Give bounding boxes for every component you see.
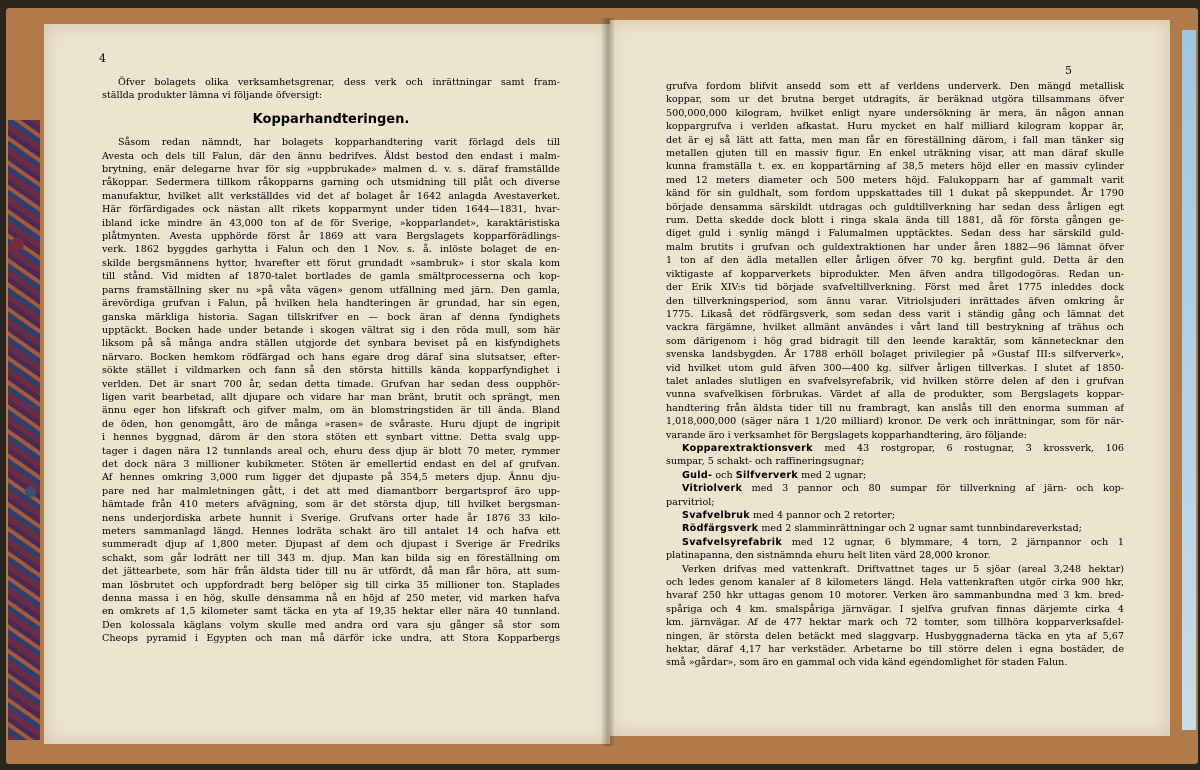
works-list-item-name: Kopparextraktionsverk [682,442,813,454]
works-list-item-text: med 3 pannor och 80 sumpar för tillverkning af järn- och kop- [742,483,1124,495]
text-line: ganska märkliga historia. Sagan tillskrifver en — bock äran af denna fyndighets [102,311,560,323]
text-line: 1 ton af den ädla metallen eller årligen öfver 70 kg. bergfint guld. Detta är den [666,255,1124,267]
works-list-item-text: med 2 slamminrättningar och 2 ugnar samt tunnbindareverkstad; [758,523,1082,535]
text-line: sökte stället i vildmarken och fann så den största hittills kända kopparfyndighet i [102,365,560,377]
works-list-item-text: med 43 rostgropar, 6 rostugnar, 3 krossverk, 106 [812,442,1124,454]
works-list-item-text: med 12 ugnar, 6 blymmare, 4 torn, 2 järnpannor och 1 [782,536,1124,548]
left-body-text [102,136,560,645]
text-line: som därigenom i hög grad bidragit till den leende karaktär, som kännetecknar den [666,335,1124,347]
text-line: spåriga och 4 km. smalspåriga järnvägar. I sjelfva grufvan finnas därjemte cirka 4 [666,603,1124,615]
right-body-text [666,80,1124,442]
works-list-item-text: med 4 pannor och 2 retorter; [749,510,896,521]
works-list-item-text: med 2 ugnar; [798,469,867,481]
left-text-block [102,76,560,646]
works-list-item-name: Vitriolverk [682,483,743,495]
text-line: hektar, däraf 4,17 har verkstäder. Arbetarne bo till större delen i egna bostäder, de [666,644,1124,656]
text-line: den tillverkningsperiod, som ännu varar. Vitriolsjuderi inrättades äfven omkring år [666,295,1124,307]
works-list-item-text: och [712,469,736,481]
text-line: 1,018,000,000 (säger nära 1 1/20 milliard) kronor. De verk och inrättningar, som för när- [666,416,1124,428]
text-line: talet anlades slutligen en svafvelsyrefabrik, vid hvilken större delen af den i grufvan [666,375,1124,387]
text-line: började densamma särskildt utdragas och guldtillverkning har sedan dess årligen egt [666,201,1124,213]
text-line: viktigaste af kopparverkets biprodukter. Men äfven andra tillgodogöras. Redan un- [666,268,1124,280]
works-list-item [666,522,1124,535]
text-line: parns framställning sker nu »på våta vägen» genom utfällning med järn. Den gamla, [102,284,560,296]
text-line: Verken drifvas med vattenkraft. Driftvattnet tages ur 5 sjöar (areal 3,248 hektar) [682,563,1124,575]
text-line: diget guld i synlig mängd i Falumalmen upptäcktes. Sedan dess har särskild guld- [666,228,1124,240]
intro-line: Öfver bolagets olika verksamhetsgrenar, dess verk och inrättningar samt fram- [118,77,560,88]
text-line: ärevördiga grufvan i Falun, på hvilken hela handteringen är grundad, har sin egen, [102,298,560,310]
text-line: ännu eger hon lifskraft och gifver malm, om än blomstringstiden är till ända. Bland [102,405,560,417]
works-list-item-name: Svafvelsyrefabrik [682,536,783,548]
text-line: verk. 1862 byggdes garhytta i Falun och den 1 Nov. s. å. inlöste bolaget de en- [102,244,560,256]
text-line: rum. Detta skedde dock blott i ringa skala ända till 1881, då för första gången ge- [666,215,1124,227]
book-gutter [602,18,614,746]
text-line: det dock nära 3 millioner kubikmeter. Stöten är emellertid endast en del af grufvan. [102,458,560,470]
text-line: råkoppar. Sedermera tillkom råkopparns garning och utsmidning till plåt och diverse [102,177,560,189]
works-list [666,442,1124,563]
text-line: verlden. Det är snart 700 år, sedan detta timade. Grufvan har sedan dess oupphör- [102,378,560,390]
text-line: denna massa i en hög, skulle densamma nå en höjd af 250 meter, vid marken hafva [102,593,560,605]
text-line: skilde bergsmännens hyttor, hvarefter ett förut grundadt »sambruk» i stor skala kom [102,257,560,269]
works-list-item [666,442,1124,455]
text-line: vid hvilket utom guld äfven 300—400 kg. silfver årligen tillverkas. I slutet af 1850- [666,362,1124,374]
text-line: malm brutits i grufvan och guldextraktionen har under åren 1882—96 lämnat öfver [666,241,1124,253]
works-list-item [666,536,1124,549]
text-line: varande äro i verksamhet för Bergslagets kopparhandtering, äro följande: [666,429,1027,441]
text-line: ibland icke mindre än 43,000 ton af de för Sverige, »kopparlandet», karaktäristiska [102,217,560,229]
works-list-item-name: Rödfärgsverk [682,523,759,535]
text-line: koppargrufva i verlden afkastat. Huru mycket en half milliard kilogram koppar är, [666,121,1124,133]
text-line: Den kolossala käglans volym skulle med andra ord vara sju gånger så stor som [102,619,560,631]
text-line: små »gårdar», som äro en gammal och vida känd egendomlighet för staden Falun. [666,657,1068,669]
page-number-left: 4 [99,52,106,65]
text-line: manufaktur, hvilket allt verkställdes vid det af bolaget år 1642 anlagda Avestaverket. [102,190,560,202]
text-line: Här förfärdigades ock nästan allt rikets kopparmynt under tiden 1644—1831, hvar- [102,204,560,216]
text-line: närvaro. Bocken hemkom rödfärgad och hans egare drog däraf sina slutsatser, efter- [102,351,560,363]
text-line: en omkrets af 1,5 kilometer samt täcka en yta af 19,35 hektar eller nära 40 tunnland. [102,606,560,618]
text-line: meters sammanlagd längd. Hennes lodräta schakt äro till antalet 14 och hafva ett [102,526,560,537]
text-line: koppar, som ur det brutna berget utdragits, är beräknad utgöra tillsammans öfver [666,94,1124,106]
text-line: och ledes genom kanaler af 8 kilometers längd. Hela vattenkraften utgör cirka 900 hkr, [666,577,1124,589]
works-list-item-continuation: parvitriol; [666,496,715,508]
text-line: vackra färgämne, hvilket allmänt användes i vårt land till bestrykning af trähus och [666,322,1124,334]
text-line: 1775. Likaså det rödfärgsverk, som sedan dess varit i ständig gång och lämnat det [666,308,1124,320]
works-list-item [666,509,1124,522]
text-line: nens underjordiska arbete hunnit i Sverige. Grufvans orter hade år 1876 33 kilo- [102,512,560,524]
works-list-item-name: Svafvelbruk [682,510,750,521]
works-list-item-continuation: sumpar, 5 schakt- och raffineringsugnar; [666,456,865,468]
text-line: upptäckt. Bocken hade under betande i skogen vältrat sig i den röda mull, som här [102,324,560,336]
text-line: ningen, är största delen betäckt med slaggvarp. Husbyggnaderna täcka en yta af 5,67 [666,630,1124,642]
intro-line: ställda produkter lämna vi följande öfversigt: [102,90,323,102]
text-line: grufva fordom blifvit ansedd som ett af verldens underverk. Den mängd metallisk [666,81,1124,92]
text-line: det är ej så lätt att fatta, men man får en föreställning därom, i fall man tänker sig [666,134,1124,146]
works-list-item-name: Silfververk [735,469,799,481]
marbled-edge-left [8,120,40,740]
text-line: pare ned har malmletningen gått, i det att med diamantborr bergartsprof äro upp- [102,485,560,497]
text-line: summeradt djup af 1,800 meter. Djupast af dem och djupast i Sverige är Fredriks [102,539,560,551]
text-line: det jättearbete, som här från äldsta tider till nu är utfördt, då man får höra, att sum- [102,566,560,578]
text-line: plåtmynten. Avesta upphörde först år 1869 att vara Bergslagets kopparförädlings- [102,231,560,243]
text-line: känd för sin guldhalt, som fordom uppskattades till 1 dukat på skeppundet. År 1790 [666,188,1124,200]
page-number-right: 5 [1065,64,1072,77]
text-line: der Erik XIV:s tid började svafveltillverkning. Först med året 1775 inleddes dock [666,282,1124,294]
text-line: metallen gjuten till en massiv figur. En enkel uträkning visar, att man däraf skulle [666,148,1124,160]
text-line: Avesta och dels till Falun, där den ännu bedrifves. Äldst bestod den endast i malm- [102,150,560,162]
text-line: svenska landsbygden. År 1788 erhöll bolaget privilegier på »Gustaf III:s silfververk», [666,349,1124,361]
text-line: kunna framställa t. ex. en koppartärning af 38,5 meters höjd eller en massiv cylinder [666,161,1124,173]
text-line: de öden, hon genomgått, äro de många »rasen» de svåraste. Huru djupt de ingripit [102,418,560,430]
text-line: med 12 meters diameter och 500 meters höjd. Falukopparn har af gammalt varit [666,174,1124,186]
section-heading: Kopparhandteringen. [252,111,410,127]
text-line: liksom på så många andra ställen utgjorde det synbara beviset på en kisfyndighets [102,338,560,350]
text-line: man lösbrutet och uppfordradt berg belöper sig till cirka 35 millioner ton. Staplades [102,579,560,591]
text-line: ligen varit bearbetad, allt djupare och vidare har man bränt, brutit och sprängt, men [102,391,560,403]
closing-text [666,563,1124,670]
works-list-item [666,469,1124,482]
text-line: km. järnvägar. Af de 477 hektar mark och 72 tomter, som tillhöra kopparverksafdel- [666,617,1124,629]
text-line: tager i dagen nära 12 tunnlands areal och, ehuru dess djup är blott 70 meter, rymmer [102,445,560,457]
text-line: i hennes byggnad, därom är den stora stöten ett synbart vittne. Detta svalg upp- [102,432,560,444]
text-line: hämtade från 410 meters afvägning, som är det största djup, till hvilket bergsman- [102,499,560,511]
works-list-item-name: Guld- [682,469,713,481]
text-line: Såsom redan nämndt, har bolagets kopparhandtering varit förlagd dels till [118,137,560,149]
text-line: handtering från äldsta tider till nu frambragt, kan anslås till den enorma summan af [666,402,1124,414]
page-edge-right [1182,30,1196,730]
text-line: hvaraf 250 hkr uttagas genom 10 motorer. Verken äro sammanbundna med 3 km. bred- [666,590,1124,602]
text-line: Af hennes omkring 3,000 rum ligger det djupaste på 354,5 meters djup. Ännu dju- [102,472,560,484]
text-line: Cheops pyramid i Egypten och man må därför icke undra, att Stora Kopparbergs [102,633,560,645]
text-line: brytning, enär delegarne hvar för sig »uppbrukade» malmen d. v. s. däraf framställde [102,164,560,176]
works-list-item-continuation: platinapanna, den sistnämnda ehuru helt liten värd 28,000 kronor. [666,550,991,562]
text-line: vunna svafvelkisen förbrukas. Värdet af alla de produkter, som Bergslagets koppar- [666,389,1124,401]
right-text-block [666,80,1124,670]
works-list-item [666,482,1124,495]
text-line: 500,000,000 kilogram, hvilket enligt nyare undersökning är mera, än någon annan [666,107,1124,119]
text-line: till stånd. Vid midten af 1870-talet bortlades de gamla smältprocesserna och kop- [102,271,560,283]
text-line: schakt, som går lodrätt ner till 343 m. djup. Man kan bilda sig en föreställning om [102,552,560,564]
